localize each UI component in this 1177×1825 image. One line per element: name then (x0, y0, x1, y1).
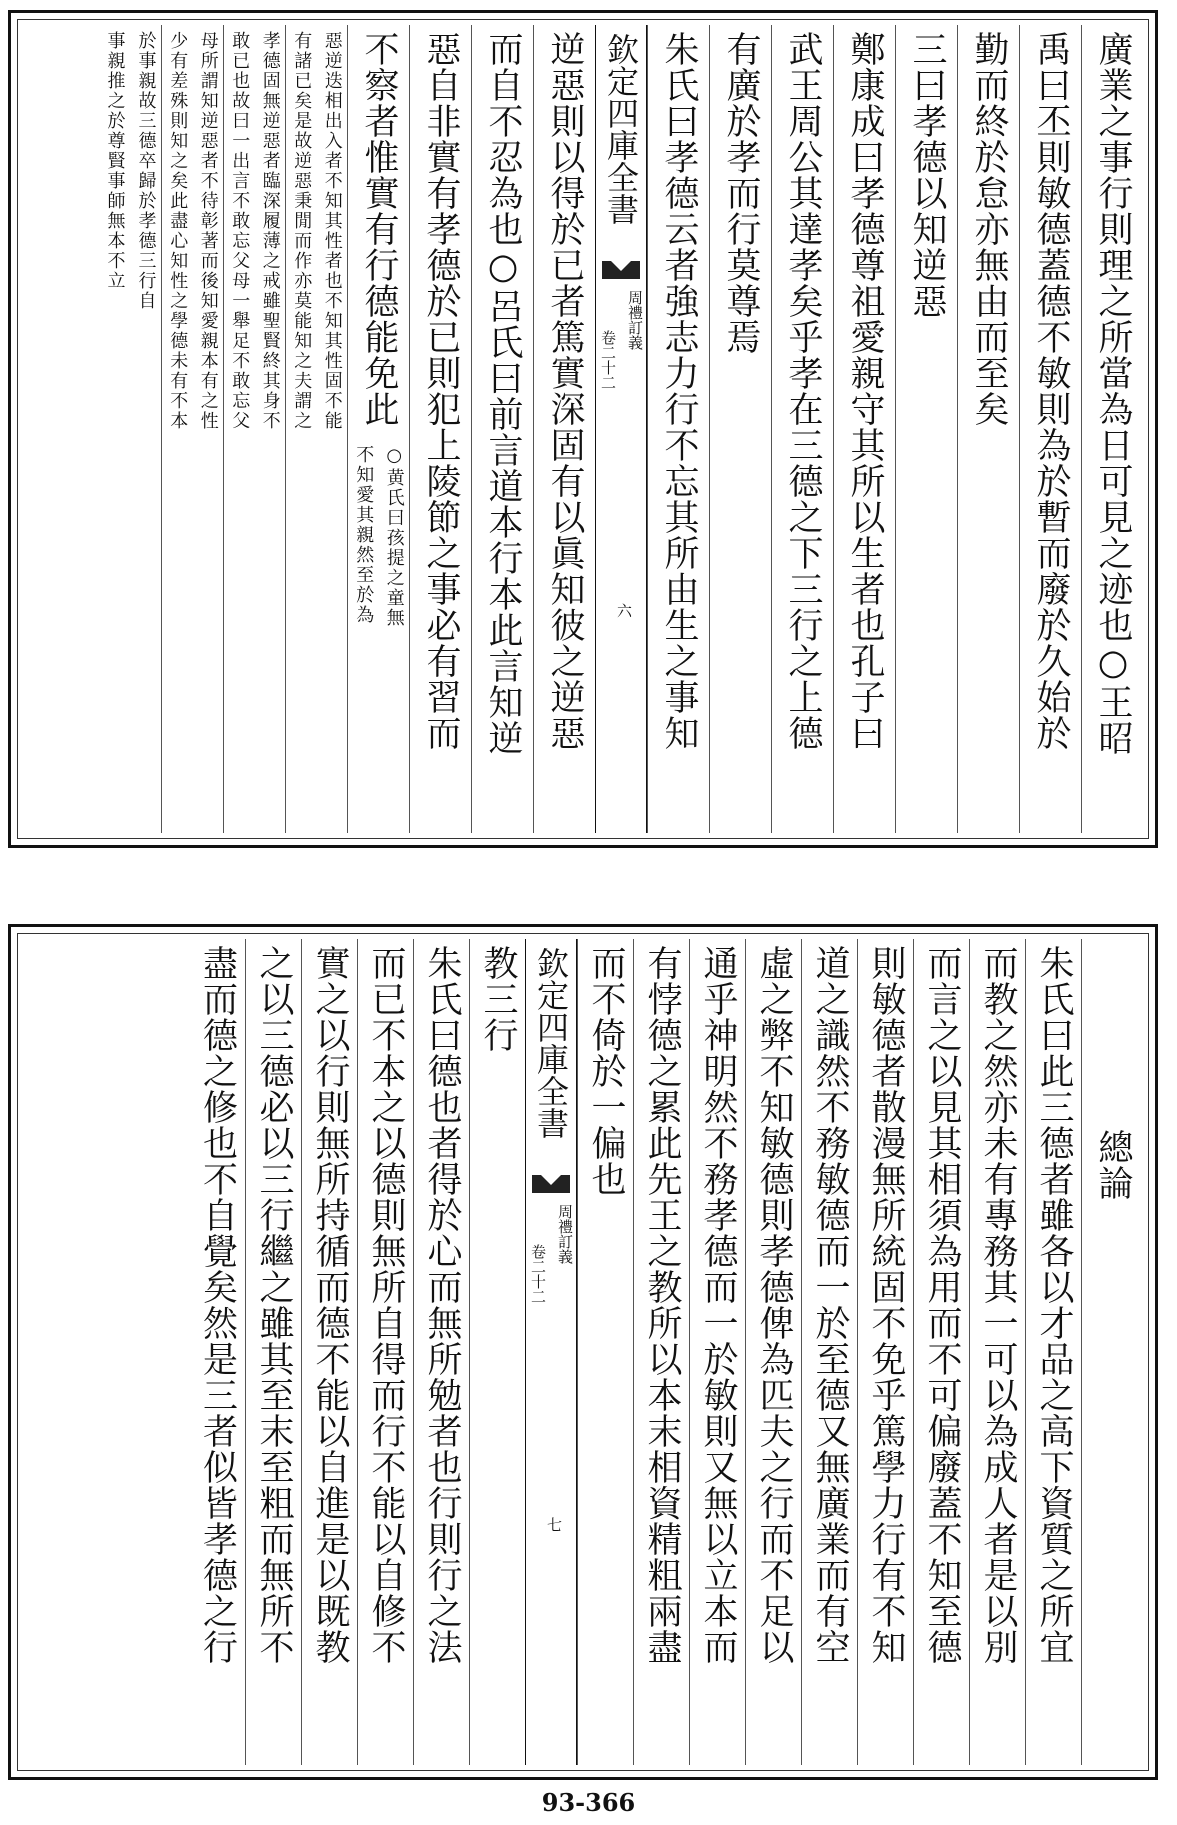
center-column (595, 25, 647, 833)
column-text: 禹曰丕則敏德蓋德不敏則為於暫而廢於久始於 (1031, 31, 1071, 751)
annotation-text: 母所謂知逆惡者不待彰著而後知愛親本有之性 (197, 31, 219, 431)
text-column (745, 939, 801, 1765)
column-text: 不察者惟實有行德能免此 (359, 31, 399, 427)
text-column (1025, 939, 1081, 1765)
page-top-columns (23, 25, 1143, 833)
annotation-text: 不知愛其親然至於為 (353, 445, 375, 625)
column-text: 朱氏曰孝德云者強志力行不忘其所由生之事知 (659, 31, 699, 751)
text-column (189, 939, 245, 1765)
column-text: 廣業之事行則理之所當為日可見之迹也○王昭 (1093, 31, 1133, 756)
book-series-title: 欽定四庫全書 (602, 33, 640, 225)
book-title: 周禮訂義 (556, 1204, 574, 1264)
scan-page-number: 93-366 (541, 1788, 636, 1817)
text-column (709, 25, 771, 833)
text-column (409, 25, 471, 833)
text-column (957, 25, 1019, 833)
annotation-pair (99, 31, 161, 833)
column-text: 而教之然亦未有專務其一可以為成人者是以別 (978, 945, 1018, 1665)
text-column (357, 939, 413, 1765)
text-column (471, 25, 533, 833)
column-text: 朱氏曰德也者得於心而無所勉者也行則行之法 (422, 945, 462, 1665)
fish-tail-notch (611, 261, 631, 271)
annotation-text: 少有差殊則知之矣此盡心知性之學德未有不本 (167, 31, 189, 431)
page-number: 七 (545, 1517, 563, 1532)
annotation-column (161, 25, 223, 833)
volume-number: 卷二十二 (529, 1244, 547, 1304)
text-column (633, 939, 689, 1765)
page-bottom-columns (23, 939, 1143, 1765)
book-series-title: 欽定四庫全書 (532, 947, 570, 1139)
page-top (8, 10, 1158, 848)
text-column (833, 25, 895, 833)
annotation-pair (348, 445, 409, 833)
annotation-pair (224, 31, 285, 833)
section-heading: 總論 (1093, 1129, 1133, 1201)
column-text: 盡而德之修也不自覺矣然是三者似皆孝德之行 (197, 945, 238, 1665)
heading-column (1081, 939, 1143, 1765)
page-bottom (8, 924, 1158, 1780)
column-text: 有悖德之累此先王之教所以本末相資精粗兩盡 (642, 945, 682, 1665)
column-text: 勤而終於怠亦無由而至矣 (969, 31, 1009, 427)
annotation-text: 孝德固無逆惡者臨深履薄之戒雖聖賢終其身不 (259, 31, 281, 431)
column-text: 而已不本之以德則無所自得而行不能以自修不 (366, 945, 406, 1665)
annotation-column (285, 25, 347, 833)
column-text: 鄭康成曰孝德尊祖愛親守其所以生者也孔子曰 (845, 31, 885, 751)
annotation-text: 有諸已矣是故逆惡秉閒而作亦莫能知之夫謂之 (291, 31, 313, 431)
column-text: 而自不忍為也○呂氏曰前言道本行本此言知逆 (483, 31, 523, 756)
fish-tail-mark (602, 261, 640, 279)
column-text: 三曰孝德以知逆惡 (907, 31, 947, 319)
text-column (913, 939, 969, 1765)
column-text: 朱氏曰此三德者雖各以才品之高下資質之所宜 (1034, 945, 1074, 1665)
column-text: 道之識然不務敏德而一於至德又無廣業而有空 (810, 945, 850, 1665)
annotation-text: 敢已也故曰一出言不敢忘父母一舉足不敢忘父 (229, 31, 251, 431)
annotation-text: 事親推之於尊賢事師無本不立 (104, 31, 126, 291)
column-text: 武王周公其達孝矣乎孝在三德之下三行之上德 (783, 31, 823, 751)
text-column (689, 939, 745, 1765)
fish-tail-mark (532, 1175, 570, 1193)
column-text: 通乎神明然不務孝德而一於敏則又無以立本而 (698, 945, 738, 1665)
text-column (577, 939, 633, 1765)
page-number: 六 (615, 603, 633, 618)
text-column (969, 939, 1025, 1765)
column-text: 而不倚於一偏也 (586, 945, 626, 1197)
column-text: 之以三德必以三行繼之雖其至末至粗而無所不 (254, 945, 294, 1665)
fish-tail-notch (541, 1175, 561, 1185)
annotation-text: 於事親故三德卒歸於孝德三行自 (135, 31, 157, 311)
annotation-text: 惡逆迭相出入者不知其性者也不知其性固不能 (321, 31, 343, 431)
text-column (245, 939, 301, 1765)
book-title: 周禮訂義 (626, 290, 644, 350)
column-text: 教三行 (478, 945, 518, 1053)
center-column (525, 939, 577, 1765)
text-column (771, 25, 833, 833)
annotation-column (223, 25, 285, 833)
annotation-pair (162, 31, 223, 833)
column-text: 有廣於孝而行莫尊焉 (721, 31, 761, 355)
text-column (301, 939, 357, 1765)
column-text: 逆惡則以得於已者篤實深固有以眞知彼之逆惡 (545, 31, 585, 751)
annotation-pair (286, 31, 347, 833)
column-text: 則敏德者散漫無所統固不免乎篤學力行有不知 (866, 945, 906, 1665)
text-column (857, 939, 913, 1765)
text-column (533, 25, 595, 833)
text-column (413, 939, 469, 1765)
column-text: 虛之弊不知敏德則孝德俾為匹夫之行而不足以 (754, 945, 794, 1665)
text-column (895, 25, 957, 833)
column-text: 惡自非實有孝德於已則犯上陵節之事必有習而 (421, 31, 461, 751)
volume-number: 卷二十二 (599, 330, 617, 390)
annotation-column (99, 25, 161, 833)
text-column (347, 25, 409, 833)
annotation-text: ○黄氏曰孩提之童無 (383, 445, 405, 628)
text-column (647, 25, 709, 833)
text-column (469, 939, 525, 1765)
text-column (1019, 25, 1081, 833)
text-column (801, 939, 857, 1765)
text-column (1081, 25, 1143, 833)
column-text: 實之以行則無所持循而德不能以自進是以既教 (310, 945, 350, 1665)
column-text: 而言之以見其相須為用而不可偏廢蓋不知至德 (922, 945, 962, 1665)
